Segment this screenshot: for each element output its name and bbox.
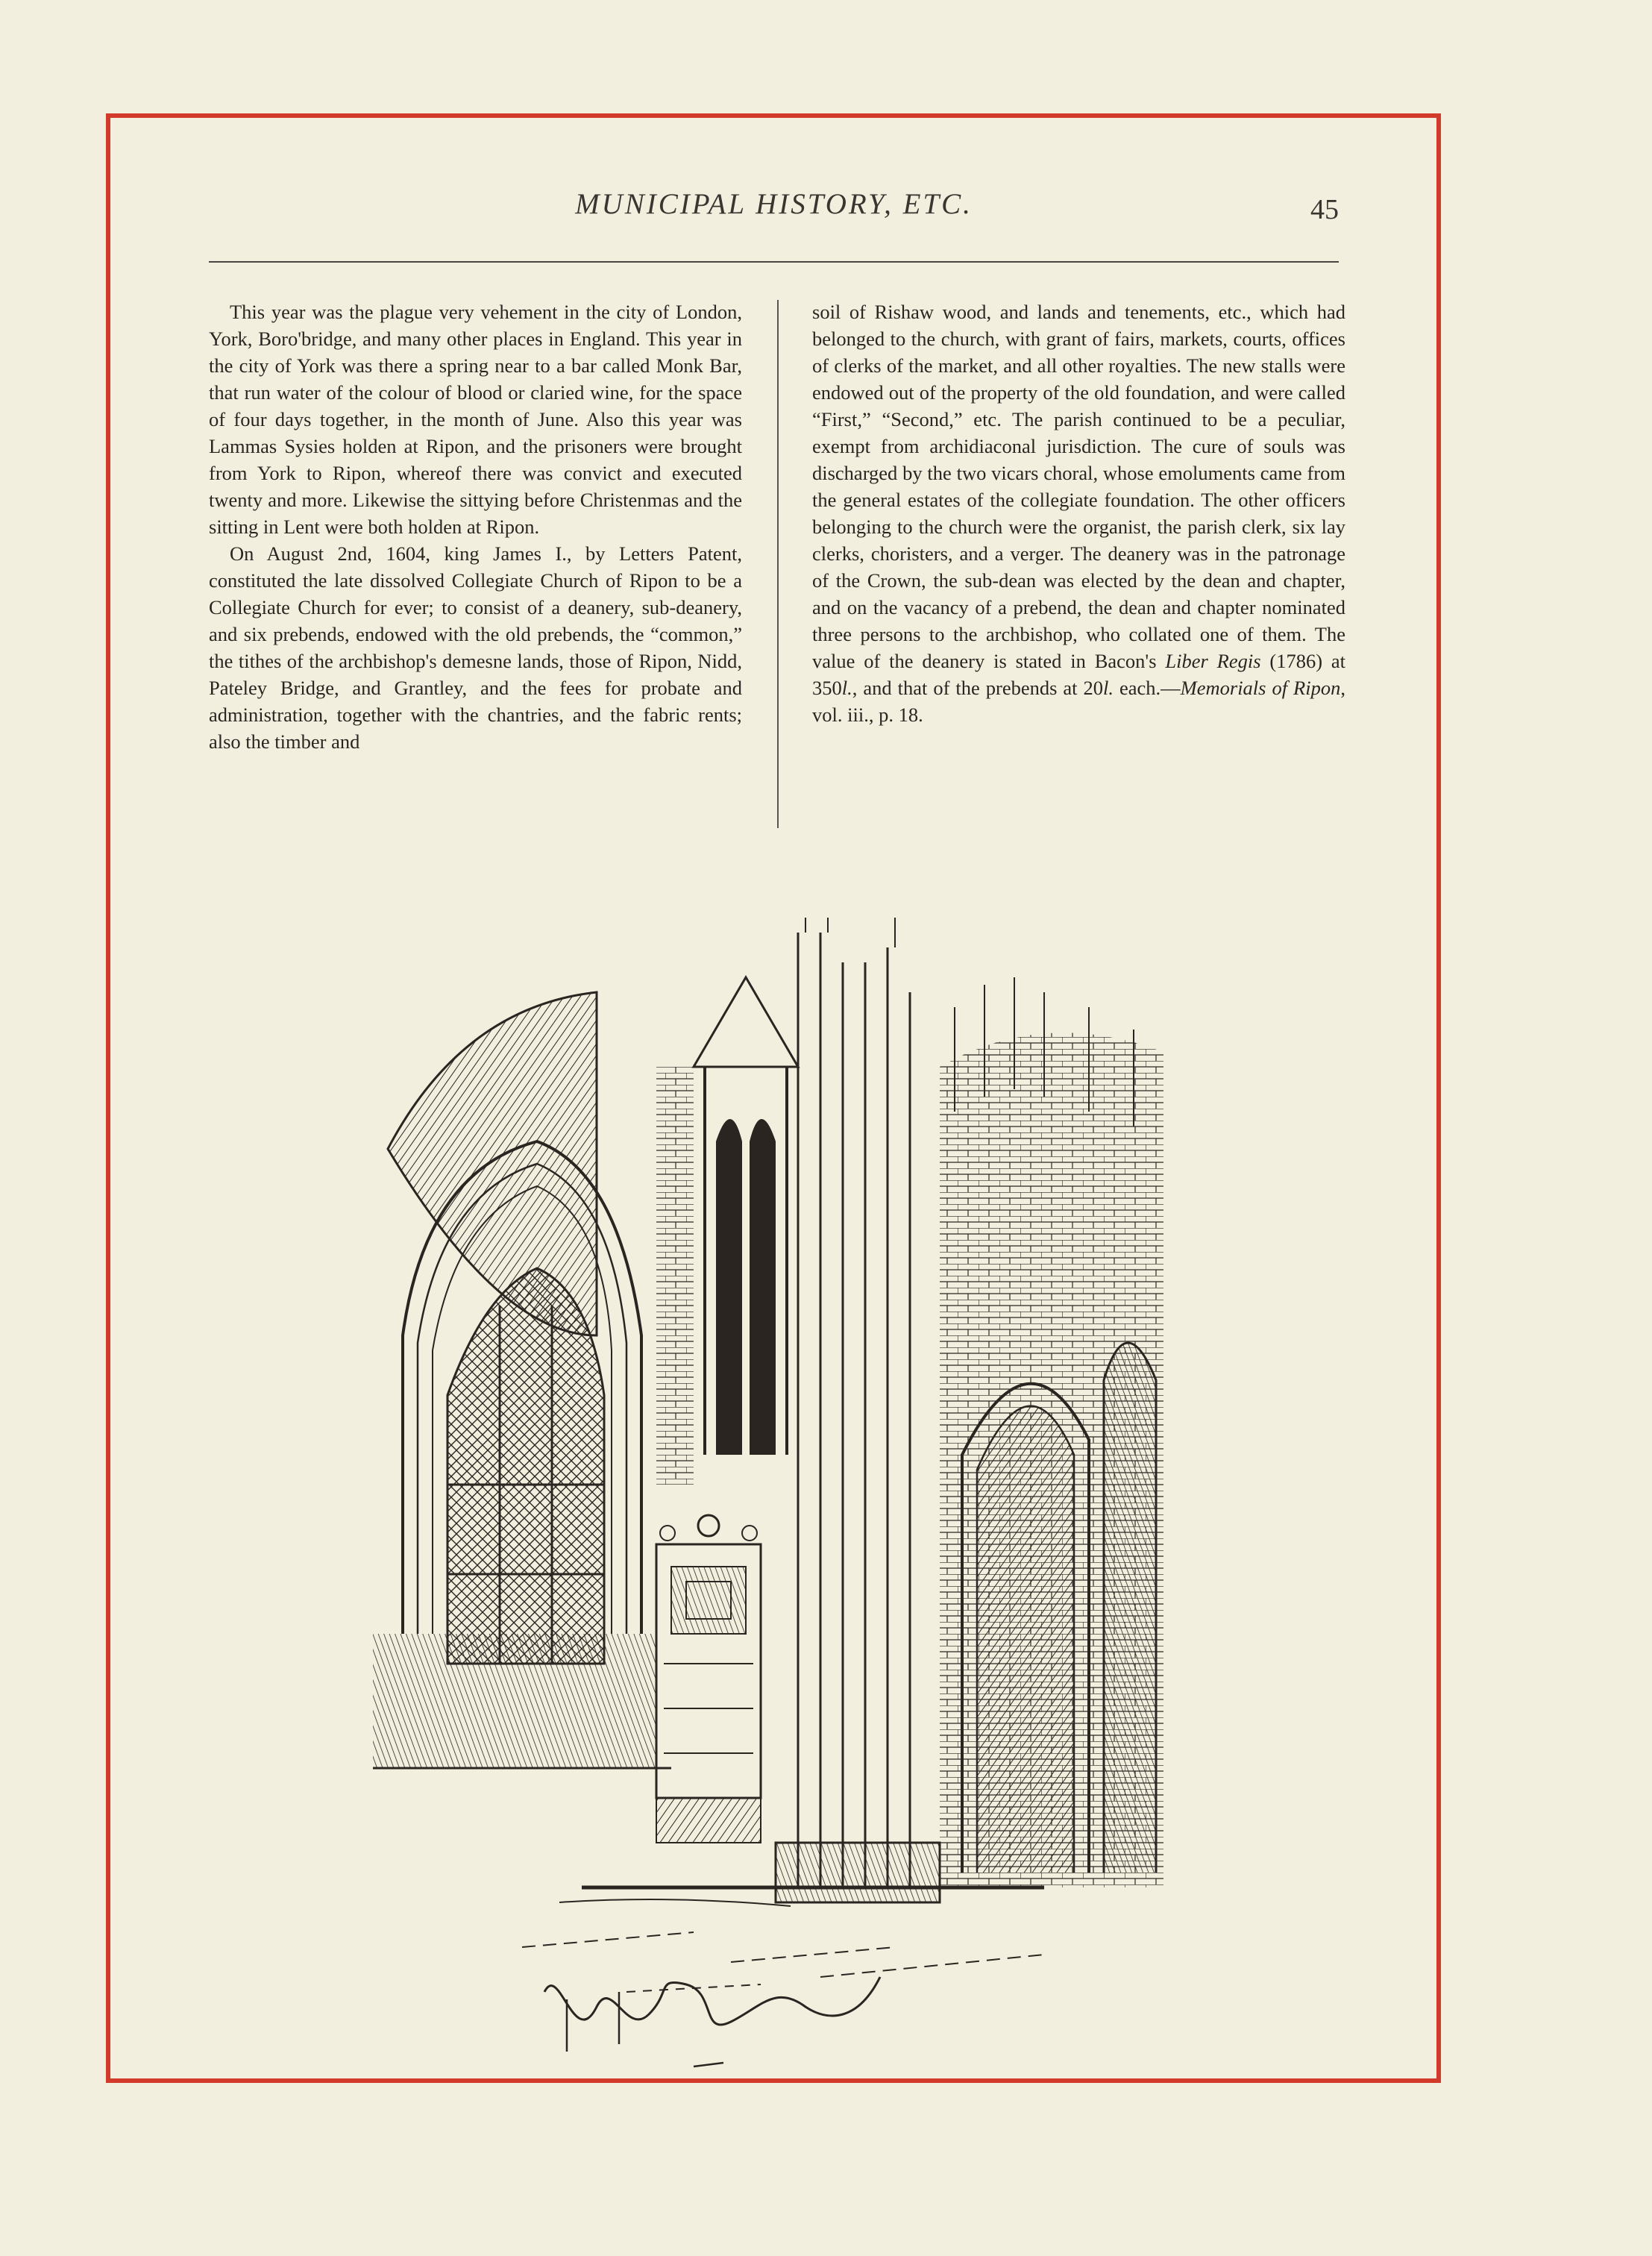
- column-divider: [777, 300, 779, 828]
- right-column: [812, 298, 1345, 728]
- running-title: MUNICIPAL HISTORY, ETC.: [575, 188, 973, 220]
- clustered-pillars: [776, 918, 940, 1902]
- deanery-value-text: (1786) at 350: [812, 650, 1346, 699]
- paragraph-continuation: [812, 298, 1345, 728]
- citation-reference: , vol. iii., p. 18.: [812, 677, 1345, 726]
- paragraph-plague: This year was the plague very vehement in the city of London, York, Boro'bridge, and many other places in England. This year in the city of York was there a spring near to a bar called Monk Bar, that run water of the colour of blood or claried wine, for the space of four days together, in the month of June. Also this year was Lammas Sysies holden at Ripon, and the prisoners were brought from York to Ripon, whereof there was convict and executed twenty and more. Likewise the sittying before Christenmas and the sitting in Lent were both holden at Ripon.: [209, 301, 742, 538]
- right-arch-aisle: [940, 977, 1163, 1887]
- pound-symbol: l.: [841, 677, 852, 699]
- cathedral-drawing: [373, 918, 1193, 2081]
- prebends-value-text: , and that of the prebends at 20: [852, 677, 1103, 699]
- central-gothic-window: [656, 977, 798, 1485]
- continuation-text: soil of Rishaw wood, and lands and tenements, etc., which had belonged to the church, with grant of fairs, markets, courts, offices of clerks of the market, and all other royalties. The new stalls were endowed out of the property of the old foundation, and were called “First,” “Second,” etc. The parish continued to be a peculiar, exempt from archidiaconal jurisdiction. The cure of souls was discharged by the two vicars choral, whose emoluments came from the general estates of the collegiate foundation. The other officers belonging to the church were the organist, the parish clerk, six lay clerks, choristers, and a verger. The deanery was in the patronage of the Crown, the sub-dean was elected by the dean and chapter, and on the vacancy of a prebend, the dean and chapter nominated three persons to the archbishop, who collated one of them. The value of the deanery is stated in Bacon's: [812, 301, 1345, 672]
- pound-symbol: l.: [1103, 677, 1114, 699]
- memorial-monument: [656, 1515, 761, 1843]
- header-rule: [209, 261, 1339, 263]
- running-head: [209, 183, 1339, 235]
- paragraph-letters-patent: On August 2nd, 1604, king James I., by Letters Patent, constituted the late dissolved Collegiate Church of Ripon to be a Collegiate Church for ever; to consist of a deanery, sub-deanery, and six prebends, endowed with the old prebends, the “common,” the tithes of the archbishop's demesne lands, those of Ripon, Nidd, Pateley Bridge, and Grantley, and the fees for probate and administration, together with the chantries, and the fabric rents; also the timber and: [209, 542, 742, 753]
- artist-signature: [544, 1977, 880, 2067]
- citation-title: Memorials of Ripon: [1180, 677, 1341, 699]
- left-aisle-shading: [373, 1634, 671, 1768]
- page-number: 45: [1310, 194, 1339, 225]
- left-window: [447, 1268, 604, 1664]
- each-text: each.—: [1119, 677, 1181, 699]
- cathedral-interior-illustration: [373, 918, 1193, 2081]
- left-column: [209, 298, 742, 755]
- liber-regis-title: Liber Regis: [1165, 650, 1261, 672]
